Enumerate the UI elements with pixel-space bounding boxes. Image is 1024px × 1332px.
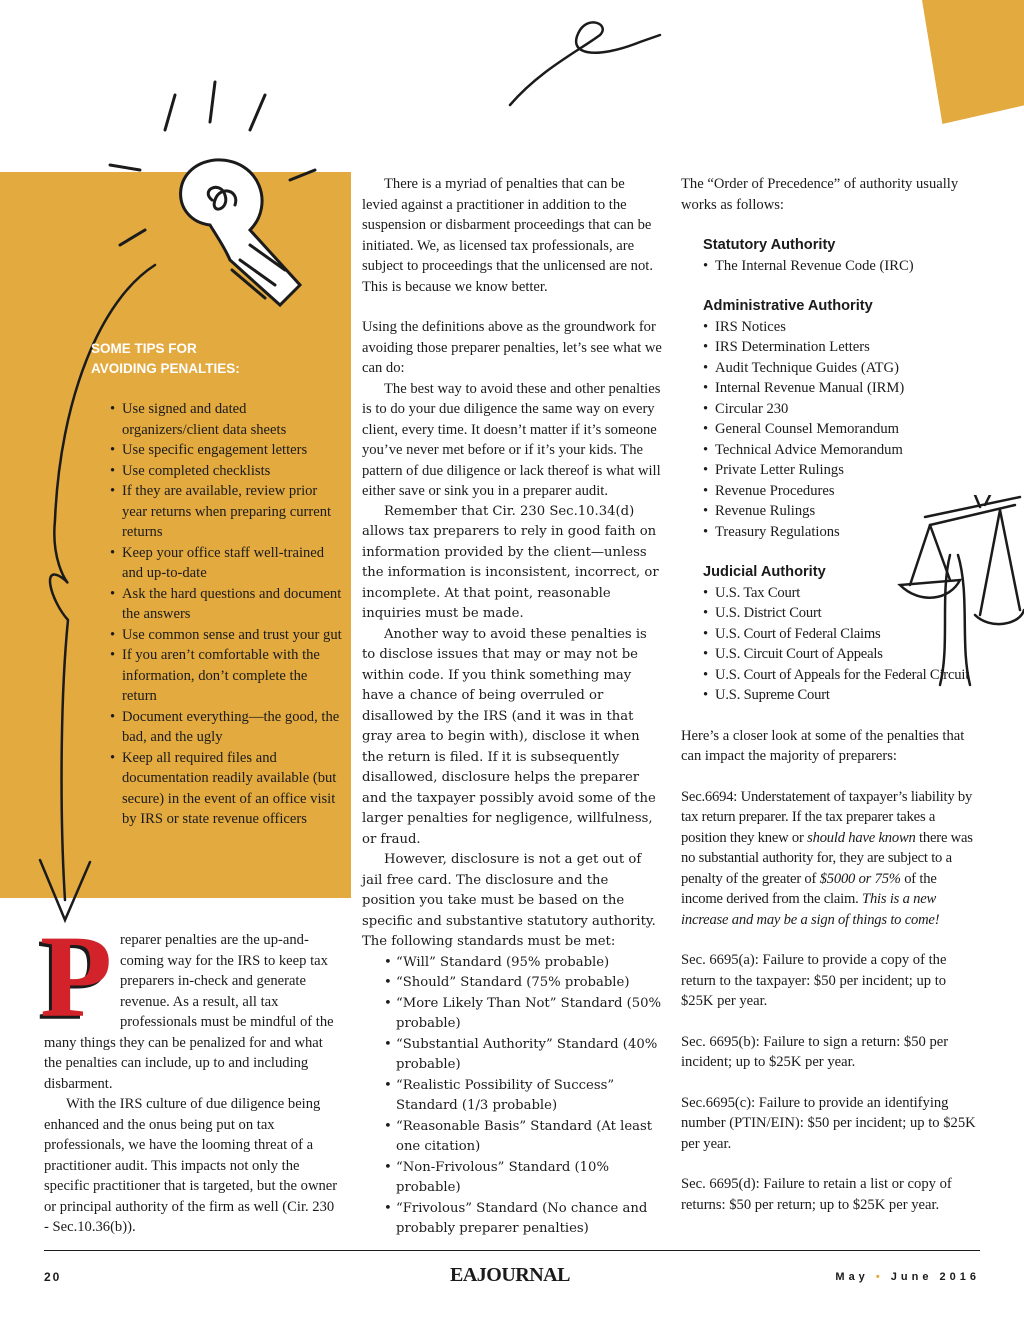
standard-item: • “Realistic Possibility of Success” Standard (1/3 probable) [384,1076,662,1117]
spacer [362,297,662,317]
administrative-item: • General Counsel Memorandum [703,419,981,440]
administrative-item: • Circular 230 [703,399,981,420]
statutory-item: • The Internal Revenue Code (IRC) [703,256,981,277]
sec6694-emphasis-3: This is a new increase and may be a sign of things to come! [681,891,940,928]
judicial-item: • U.S. Supreme Court [703,685,981,706]
administrative-heading: Administrative Authority [703,298,873,314]
judicial-item: • U.S. Circuit Court of Appeals [703,644,981,665]
tip-item: • Keep your office staff well-trained and up-to-date [110,543,342,584]
standard-item: • “More Likely Than Not” Standard (50% probable) [384,994,662,1035]
paragraph-another-way: Another way to avoid these penalties is to disclose issues that may or may not be within code. If you think something may have a chance of being overruled or disallowed by the IRS (and it was in that gray area to begin with), disclose it when the return is filed. If it is subsequently disallowed, disclosure helps the preparer and the taxpayer possibly avoid some of the larger penalties for negligence, willfulness, or fraud. [362,626,656,847]
paragraph-order: The “Order of Precedence” of authority usually works as follows: [681,176,959,213]
spacer [681,1073,981,1093]
administrative-item: • Revenue Rulings [703,501,981,522]
sec6694-emphasis-2: $5000 or 75% [819,870,901,887]
paragraph-myriad: There is a myriad of penalties that can be levied against a practitioner in addition to the suspension or disbarment proceedings that can be initiated. We, as licensed tax professionals, are subject to proceedings that the unlicensed are not. This is because we know better. [362,176,653,295]
issue-month: May [835,1271,869,1283]
tip-item: • If they are available, review prior year returns when preparing current returns [110,481,342,543]
statutory-heading: Statutory Authority [703,237,836,253]
spacer [703,542,981,562]
sec6694-text-c: of the income derived from the claim. [681,870,937,907]
sec6694-emphasis-1: should have known [807,829,916,846]
sec6695d-paragraph: Sec. 6695(d): Failure to retain a list or copy of returns: $50 per return; up to $25K per year. [681,1176,952,1213]
tips-heading-line2: AVOIDING PENALTIES: [91,361,240,376]
gold-corner-top-right [922,0,1024,124]
dropcap: P [40,911,113,1042]
sec6694-text-b: there was no substantial authority for, they are subject to a penalty of the greater of [681,829,973,887]
tips-list [110,399,342,830]
issue-rest: June 2016 [890,1271,980,1283]
standard-item: • “Will” Standard (95% probable) [384,953,662,974]
spacer [681,706,981,726]
sec6695c-paragraph: Sec.6695(c): Failure to provide an identifying number (PTIN/EIN): $50 per incident; up to $25K per year. [681,1094,976,1152]
article-column-2 [362,174,662,1240]
administrative-item: • IRS Determination Letters [703,337,981,358]
paragraph-best-way: The best way to avoid these and other penalties is to do your due diligence the same way on every client, every time. It doesn’t matter if it’s someone you’ve never met before or if it’s your kids. The pattern of due diligence or lack thereof is what will either save or sink you in a preparer audit. [362,380,661,499]
tip-item: • Use specific engagement letters [110,440,342,461]
article-column-1 [44,930,342,1238]
intro-paragraph [44,930,342,1094]
standards-list [384,953,662,1240]
intro-text: reparer penalties are the up-and-coming way for the IRS to keep tax preparers in-check and generate revenue. As a result, all tax professionals must be mindful of the many things they can be penalized for and what the penalties can include, up to and including disbarment. [44,932,334,1092]
dropcap-space [44,930,120,1032]
spacer [681,215,981,235]
sec6695b-paragraph: Sec. 6695(b): Failure to sign a return: $50 per incident; up to $25K per year. [681,1033,949,1070]
tips-list-column [110,399,342,830]
journal-logo: EAJOURNAL [450,1264,570,1286]
standard-item: • “Frivolous” Standard (No chance and probably preparer penalties) [384,1199,662,1240]
spacer [681,767,981,787]
sec6694-paragraph [681,787,981,931]
judicial-item: • U.S. Court of Federal Claims [703,624,981,645]
sec6695a-paragraph: Sec. 6695(a): Failure to provide a copy of the return to the taxpayer: $50 per incident; up to $25K per year. [681,952,947,1009]
page-number: 20 [44,1270,62,1284]
administrative-list [703,317,981,543]
spacer [681,1012,981,1032]
tip-item: • Ask the hard questions and document the answers [110,584,342,625]
administrative-item: • IRS Notices [703,317,981,338]
spacer [703,276,981,296]
paragraph-culture: With the IRS culture of due diligence being enhanced and the onus being put on tax professionals, we have the looming threat of a practitioner audit. This impacts not only the specific practitioner that is targeted, but the owner or principal authority of the firm as well (Cir. 230 - Sec.10.36(b)). [44,1096,338,1235]
standard-item: • “Reasonable Basis” Standard (At least one citation) [384,1117,662,1158]
tip-item: • Keep all required files and documentation readily available (but secure) in the event of an office visit by IRS or state revenue officers [110,748,342,830]
judicial-item: • U.S. Tax Court [703,583,981,604]
issue-dot: • [875,1271,884,1283]
tip-item: • Use signed and dated organizers/client data sheets [110,399,342,440]
tips-heading [91,339,331,379]
judicial-list [703,583,981,706]
administrative-item: • Revenue Procedures [703,481,981,502]
judicial-item: • U.S. Court of Appeals for the Federal Circuit [703,665,981,686]
administrative-item: • Internal Revenue Manual (IRM) [703,378,981,399]
judicial-item: • U.S. District Court [703,603,981,624]
paragraph-using: Using the definitions above as the groundwork for avoiding those preparer penalties, let’s see what we can do: [362,319,662,376]
sec6694-text-a: Sec.6694: Understatement of taxpayer’s liability by tax return preparer. If the tax preparer takes a position they knew or [681,788,973,846]
spacer [681,1154,981,1174]
spacer [681,930,981,950]
paragraph-remember: Remember that Cir. 230 Sec.10.34(d) allows tax preparers to rely in good faith on information provided by the client—unless the information is inconsistent, incorrect, or incomplete. At that point, reasonable inquiries must be made. [362,503,659,621]
standard-item: • “Should” Standard (75% probable) [384,973,662,994]
paragraph-however: However, disclosure is not a get out of jail free card. The disclosure and the position you take must be based on the specific and substantive statutory authority. The following standards must be met: [362,852,656,949]
standard-item: • “Non-Frivolous” Standard (10% probable) [384,1158,662,1199]
administrative-item: • Treasury Regulations [703,522,981,543]
tips-heading-line1: SOME TIPS FOR [91,341,197,356]
tip-item: • Document everything—the good, the bad, and the ugly [110,707,342,748]
tip-item: • If you aren’t comfortable with the information, don’t complete the return [110,645,342,707]
administrative-item: • Audit Technique Guides (ATG) [703,358,981,379]
standard-item: • “Substantial Authority” Standard (40% probable) [384,1035,662,1076]
tip-item: • Use common sense and trust your gut [110,625,342,646]
administrative-item: • Technical Advice Memorandum [703,440,981,461]
issue-date [835,1271,980,1283]
paragraph-closer-look: Here’s a closer look at some of the penalties that can impact the majority of preparers: [681,727,965,764]
statutory-list [703,256,981,277]
footer-rule [44,1250,980,1251]
administrative-item: • Private Letter Rulings [703,460,981,481]
article-column-3 [681,174,981,1215]
judicial-heading: Judicial Authority [703,564,826,580]
tip-item: • Use completed checklists [110,461,342,482]
